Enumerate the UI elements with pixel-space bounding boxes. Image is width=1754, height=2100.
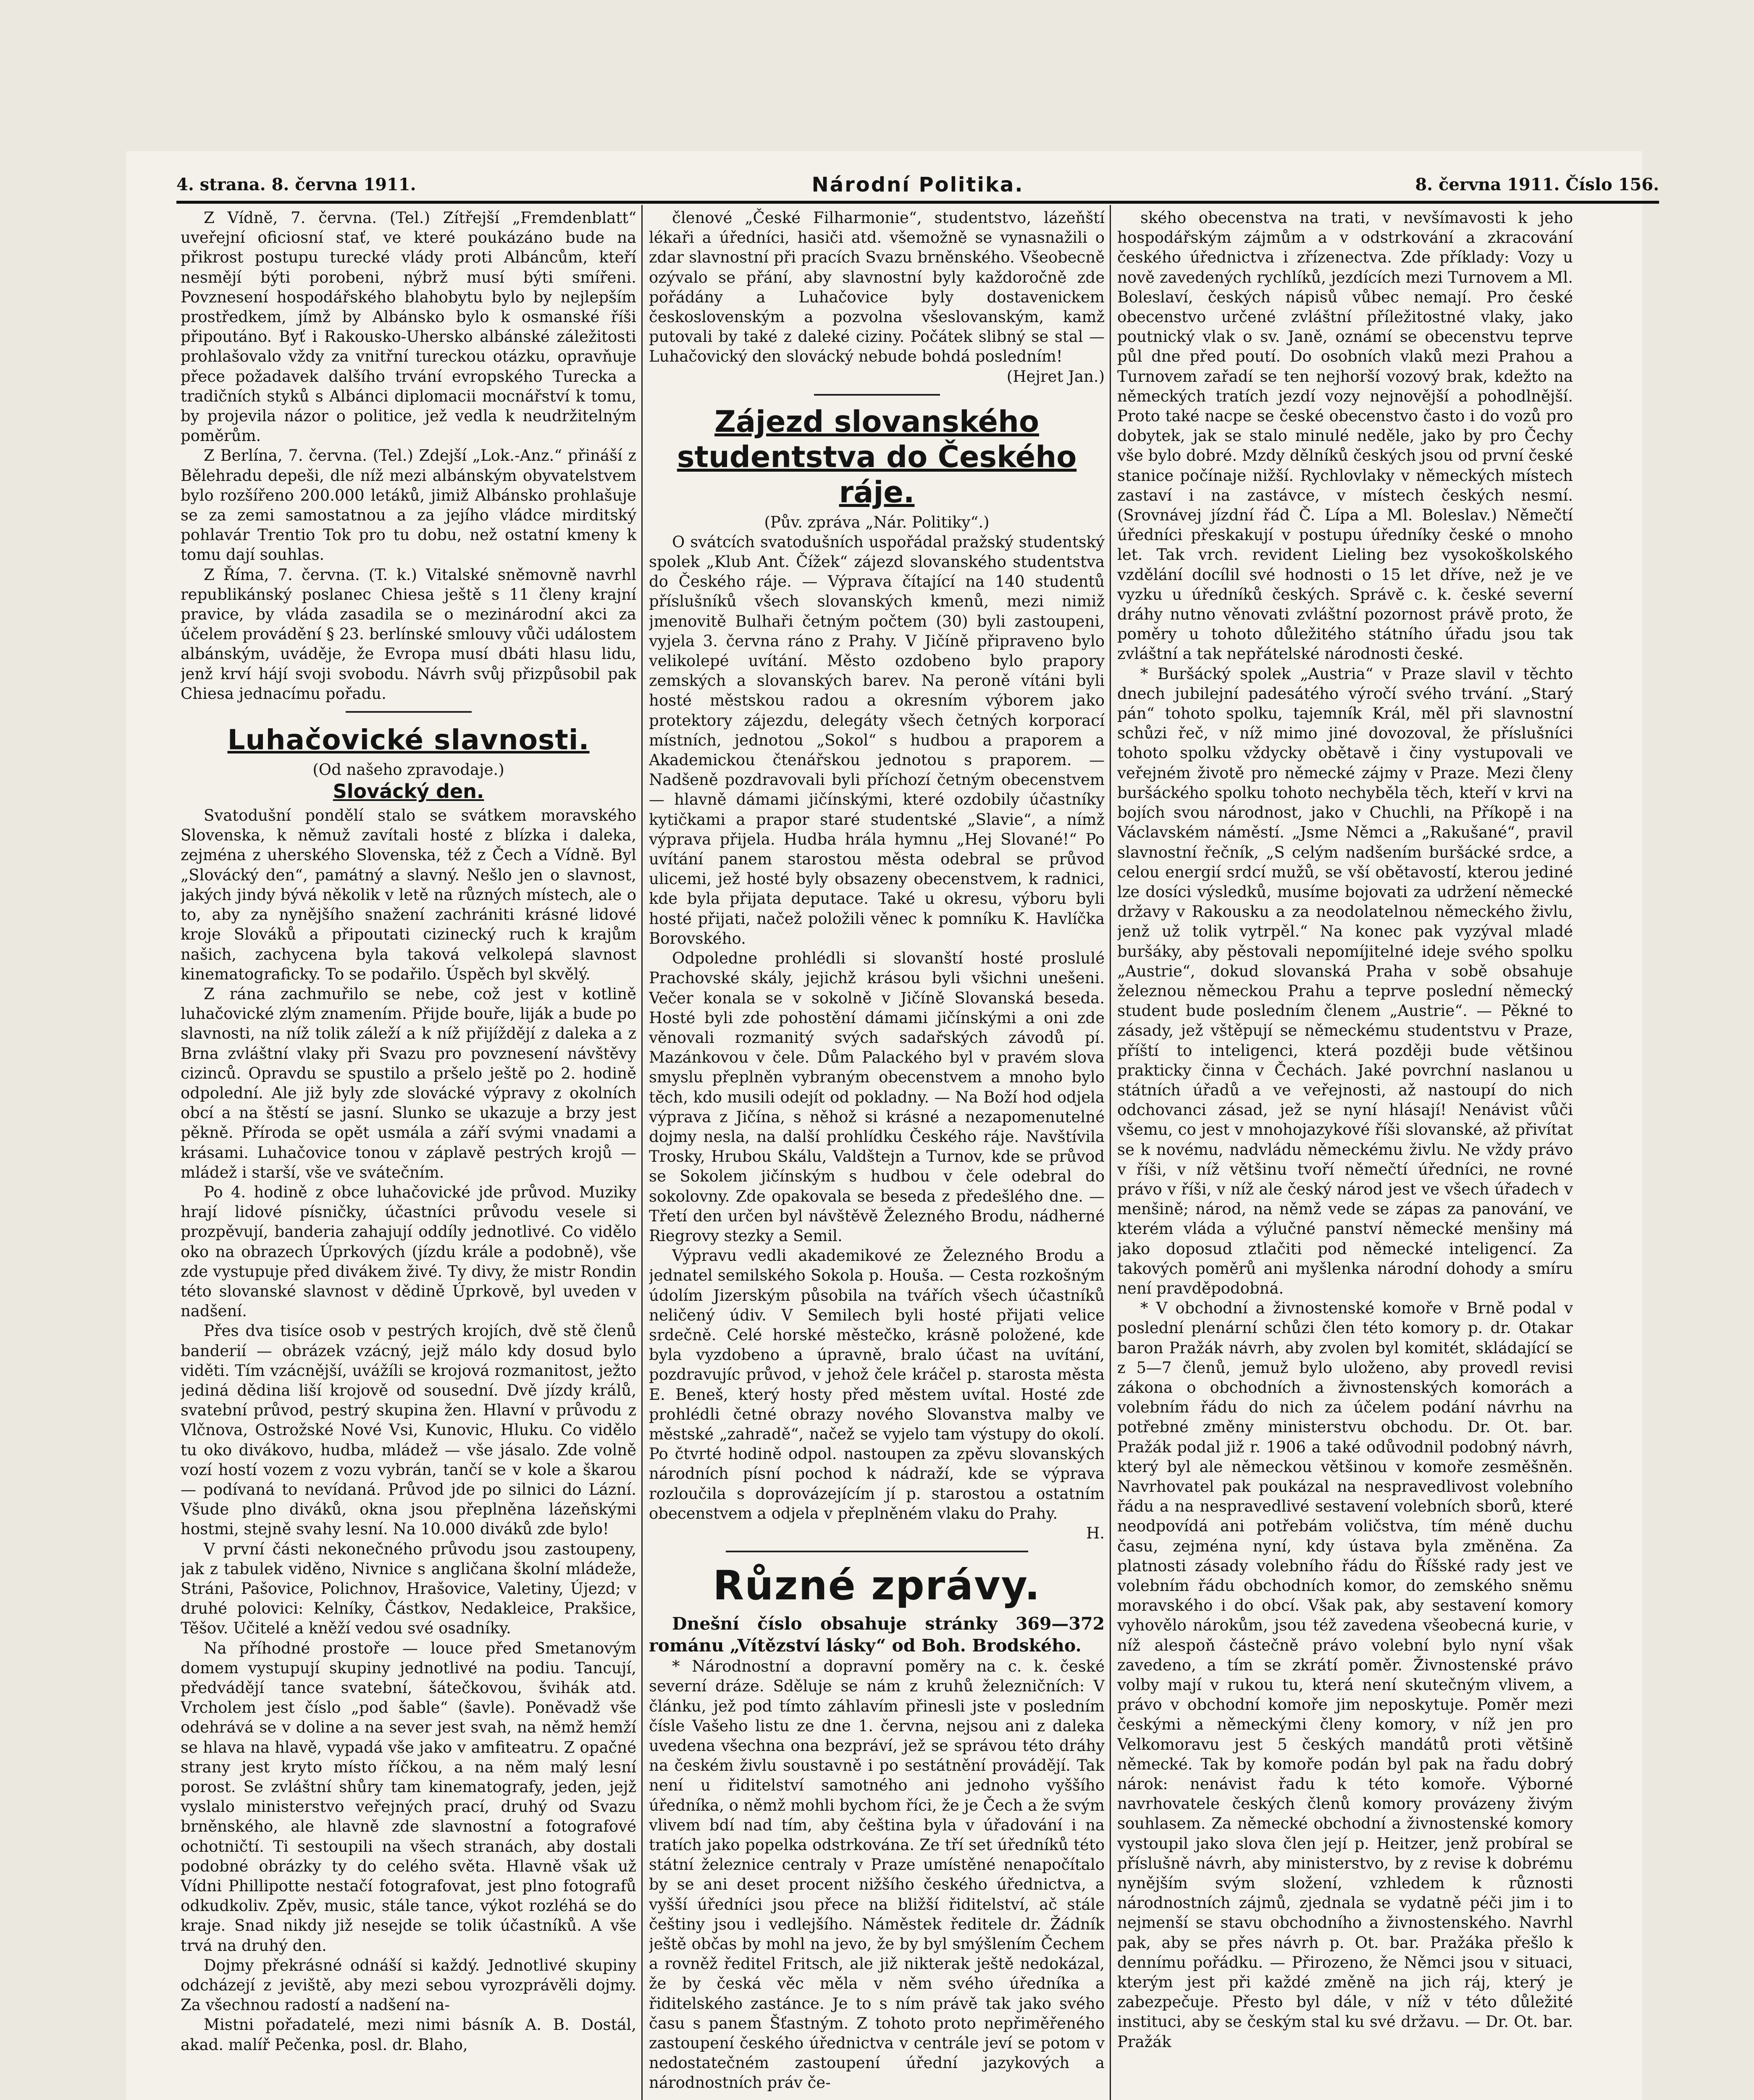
article-paragraph: Odpoledne prohlédli si slovanští hosté proslulé Prachovské skály, jejichž krásou byli všichni unešeni. Večer konala se v sokolně v Jičíně Slovanská beseda. Hosté byli zde pohostění dámami jičínskými a oni zde věnovali rozmanitý svých sadařských závodů pí. Mazánkovou v čele. Dům Palackého byl v pravém slova smyslu přeplněn vybraným obecenstvem a mnoho bylo těch, kdo musili odejít od pokladny. — Na Boží hod odjela výprava z Jičína, s něhož si krásné a nezapomenutelné dojmy nesla, na další prohlídku Českého ráje. Navštívila Trosky, Hrubou Skálu, Valdštejn a Turnov, kde se průvod se Sokolem jičínským s hudbou v čele odebral do sokolovny. Zde opakovala se beseda z předešlého dne. — Třetí den určen byl návštěvě Železného Brodu, nádherné Riegrovy stezky a Semil. bbox=[649, 949, 1105, 1245]
novel-notice: Dnešní číslo obsahuje stránky 369—372 románu „Vítězství lásky“ od Boh. Brodského. bbox=[649, 1614, 1105, 1656]
section-rule bbox=[726, 1551, 1028, 1552]
article-paragraph: Výpravu vedli akademikové ze Železného Brodu a jednatel semilského Sokola p. Houša. — Cesta rozkošným údolím Jizerským působila na tvářích všech účastníků neličený údiv. V Semilech byli hosté přijati velice srdečně. Celé horské městečko, krásně položené, kde byla vyzdobeno a úpravně, bralo účast na uvítání, pozdravujíc průvod, v jehož čele kráčel p. starosta města E. Beneš, který hosty před městem uvítal. Hosté zde prohlédli četné obrazy nového Slovanstva malby ve městské „zahradě“, načež se vyjelo tam výstupy do okolí. Po čtvrté hodině odpol. nastoupen za zpěvu slovanských národních písní pochod k nádraží, kde se výprava rozloučila s doprovázejícím jí p. starostou a ostatním obecenstvem a odjela v přeplněném vlaku do Prahy. bbox=[649, 1247, 1105, 1522]
article-signature: (Hejret Jan.) bbox=[1006, 367, 1105, 386]
article-paragraph: Svatodušní pondělí stalo se svátkem moravského Slovenska, k němuž zavítali hosté z blízka i daleka, zejména z uherského Slovenska, též z Čech a Vídně. Byl „Slovácký den“, památný a slavný. Nešlo jen o slavnost, jakých jindy bývá několik v letě na různých místech, ale o to, aby za nynějšího snažení zachrániti krásné lidové kroje Slováků a připoutati cizinecký ruch k krajům našich, zachycena byla taková velkolepá slavnost kinematograficky. To se podařilo. Úspěch byl skvělý. bbox=[181, 806, 636, 983]
news-paragraph: ského obecenstva na trati, v nevšímavosti k jeho hospodářským zájmům a v odstrkování a zkracování českého úřednictva i zřízenectva. Zde příklady: Vozy u nově zavedených rychlíků, jezdících mezi Turnovem a Ml. Boleslaví, českých nápisů vůbec nemají. Pro české obecenstvo určené zvláštní příležitostné vlaky, jako poutnický vlak o sv. Janě, oznámí se obecenstvu teprve půl dne před poutí. Do osobních vlaků mezi Prahou a Turnovem zařadí se ten nejhorší vozový brak, kdežto na německých tratích jezdí vozy nejnovější a pohodlnější. Proto také nacpe se české obecenstvo často i do vozů pro dobytek, jak se stalo minulé neděle, jako by pro Čechy vše bylo dobré. Mzdy dělníků českých jsou od první české stanice počínaje nižší. Rychlovlaky v německých místech zastaví i na zastávce, v místech českých nesmí. (Srovnávej jízdní řád Č. Lípa a Ml. Boleslav.) Němečtí úředníci přeskakují v postupu úředníky české o mnoho let. Tak vrch. revident Lieling bez vysokoškolského vzdělání docílil své hodnosti o 15 let dříve, než je ve vyzku u úředníků českých. Správě c. k. české severní dráhy nutno věnovati zvláštní pozornost právě proto, že poměry u tohoto důležitého státního úřadu jsou tak zvláštní a tak nepřátelské národnosti české. bbox=[1117, 209, 1573, 663]
news-paragraph: Z Vídně, 7. června. (Tel.) Zítřejší „Fremdenblatt“ uveřejní oficiosní stať, ve které poukázáno bude na přikrost postupu turecké vlády proti Albáncům, kteří nesmějí býti porobeni, nýbrž musí býti smířeni. Povznesení hospodářského blahobytu bylo by nejlepším prostředkem, jímž by Albánsko bylo k osmanské říši připoutáno. Byť i Rakousko-Uhersko albánské záležitosti prohlašovalo vždy za vnitřní tureckou otázku, opravňuje přece požadavek dalšího trvání evropského Turecka a tradičních styků s Albánci diplomacii mocnářství k tomu, by projevila názor o politice, jež vedla k neudržitelným poměrům. bbox=[181, 209, 636, 445]
article-paragraph: V první části nekonečného průvodu jsou zastoupeny, jak z tabulek viděno, Nivnice s angličana školní mládeže, Stráni, Pašovice, Polichnov, Hrašovice, Valetiny, Újezd; v druhé polovici: Kelníky, Částkov, Nedakleice, Prakšice, Těšov. Učitelé a kněží vedou své osadníky. bbox=[181, 1540, 636, 1638]
article-heading: Zájezd slovanského studentstva do Českého ráje. bbox=[677, 404, 1077, 509]
header-rule bbox=[176, 201, 1659, 204]
article-paragraph: Dojmy překrásné odnáší si každý. Jednotlivé skupiny odcházejí z jeviště, aby mezi sebou vyrozprávěli dojmy. Za všechnou radostí a nadšení na- bbox=[181, 1956, 636, 2014]
article-paragraph: Po 4. hodině z obce luhačovické jde průvod. Muziky hrají lidové písničky, účastníci průvodu vesele si prozpěvují, banderia zahajují oddíly jednotlivé. Co vidělo oko na obrazech Úprkových (jízdu krále a podobně), vše zde vystupuje před divákem živé. Ty divy, že mistr Rondin této slovanské slavnost v dědině Úprkově, byl uveden v nadšení. bbox=[181, 1183, 636, 1320]
news-paragraph: * Národnostní a dopravní poměry na c. k. české severní dráze. Sděluje se nám z kruhů železničních: V článku, jež pod tímto záhlavím přinesli jste v posledním čísle Vašeho listu ze dne 1. června, nejsou ani z daleka uvedena všechna ona bezpráví, jež se správou této dráhy na českém živlu soustavně i po sestátnění provádějí. Tak není u řiditelství samotného ani jednoho vyššího úředníka, o němž mohli bychom říci, že je Čech a že svým vlivem bdí nad tím, aby čeština byla v úřadování i na tratích jako popelka odstrkována. Ze tří set úředníků této státní železnice centraly v Praze umístěné nenapočítalo by se ani deset procent nižšího českého úřednictva, a vyšší úředníci jsou přece na bližší řiditelství, ač stále češtiny jsou i vedlejšího. Náměstek ředitele dr. Žádník ještě občas by mohl na jevo, že by byl smýšlením Čechem a rovněž ředitel Fritsch, ale již nikterak ještě nedokázal, že by česká věc měla v něm svého úředníka a řiditelského zastánce. Je to s ním právě tak jako svého času s panem Šťastným. Z tohoto proto nepřiměřeného zastoupení českého úřednictva v centrále jeví se potom v nedostatečném zastoupení úřední jazykových a národnostních práv če- bbox=[649, 1657, 1105, 2092]
article-byline: (Od našeho zpravodaje.) bbox=[312, 761, 504, 779]
header-issue-number: 8. června 1911. Číslo 156. bbox=[1415, 175, 1659, 194]
section-rule bbox=[814, 394, 940, 396]
section-heading: Různé zprávy. bbox=[713, 1562, 1041, 1609]
column-1 bbox=[181, 208, 636, 2100]
column-3 bbox=[1117, 208, 1573, 2100]
news-paragraph: * Buršácký spolek „Austria“ v Praze slavil v těchto dnech jubilejní padesátého výročí svého trvání. „Starý pán“ tohoto spolku, tajemník Král, měl při slavnostní schůzi řeč, v níž mimo jiné dovozoval, že příslušníci tohoto spolku vždycky obětavě i činy vystupovali ve veřejném životě pro německé zájmy v Praze. Mezi členy buršáckého spolku tohoto nechyběla těch, kteří v krvi na bojích svou národnost, jako v Chuchli, na Příkopě i na Václavském náměstí. „Jsme Němci a „Rakušané“, pravil slavnostní řečník, „S celým nadšením buršácké srdce, a celou energií srdcí mužů, se vší obětavostí, kterou jediné lze dosíci výsledků, musíme bojovati za udržení německé državy v Rakousku a za neodolatelnou německého živlu, jenž už tolik vytrpěl.“ Na konec pak vyzýval mladé buršáky, aby pěstovali nepomíjitelné ideje svého spolku „Austrie“, dokud slovanská Praha v sobě obsahuje železnou německou Prahu a teprve poslední německý student bude posledním členem „Austrie“. — Pěkné to zásady, jež vštěpují se německému studentstvu v Praze, příští to inteligenci, která později bude většinou prakticky činna v Čechách. Jaké povrchní naslanou u státních úřadů a ve veřejnosti, až nastoupí do nich odchovanci zásad, jež se nyní hlásají! Nenávist vůči všemu, co jest v mnohojazykové říši slovanské, až přivítat se k novému, nadvládu německému živlu. Ne vždy právo v říši, v níž většinu tvoří němečtí úředníci, ne rovné právo v říši, v níž ale český národ jest ve všech úřadech v menšině; národ, na němž vede se zápas za panování, ve kterém vláda a výlučné panství německé menšiny má jako doposud ztlačiti pod německé inteligencí. Za takových poměrů ani myšlenka národní dohody a smíru není pravděpodobná. bbox=[1117, 664, 1573, 1297]
news-paragraph: Z Berlína, 7. června. (Tel.) Zdejší „Lok.-Anz.“ přináší z Bělehradu depeši, dle níž mezi albánským obyvatelstvem bylo rozšířeno 200.000 letáků, jimiž Albánsko prohlašuje se za zemi samostatnou a za jejího vládce mirditský pohlavár Trentio Tok pro tu dobu, než ostatní kmeny k tomu dají souhlas. bbox=[181, 446, 636, 564]
column-divider bbox=[641, 205, 643, 2100]
page-header bbox=[176, 170, 1659, 200]
article-paragraph: Přes dva tisíce osob v pestrých krojích, dvě stě členů banderií — obrázek vzácný, jejž málo kdy dosud bylo viděti. Tím vzácnější, uvážíli se krojová rozmanitost, ježto jediná dědina liší krojově od sousední. Dvě jízdy králů, svatební průvod, pestrý skupina žen. Hlavní v průvodu z Vlčnova, Ostrožské Nové Vsi, Kunovic, Hluku. Co vidělo tu oko divákovo, hudba, mládež — vše jásalo. Zde volně vozí hostí vozem z vozu vybrán, tančí se v kole a škarou — podívaná to nevídaná. Průvod jde po silnici do Lázní. Všude plno diváků, okna jsou přeplněna lázeňskými hostmi, stejně svahy lesní. Na 10.000 diváků zde bylo! bbox=[181, 1322, 636, 1538]
article-byline: (Pův. zpráva „Nár. Politiky“.) bbox=[764, 513, 990, 531]
masthead-title: Národní Politika. bbox=[811, 173, 1024, 197]
article-subheading: Slovácký den. bbox=[333, 780, 484, 803]
column-divider bbox=[1110, 205, 1111, 2100]
article-paragraph: Mistni pořadatelé, mezi nimi básník A. B. Dostál, akad. malíř Pečenka, posl. dr. Blaho, bbox=[181, 2016, 636, 2054]
news-paragraph: Z Říma, 7. června. (T. k.) Vitalské sněmovně navrhl republikánský poslanec Chiesa ještě s 11 členy krajní pravice, by vláda zasadila se o mezinárodní akci za účelem provádění § 23. berlínské smlouvy vůči událostem albánským, uváděje, že Evropa musí dbáti hlasu lidu, jenž krví hájí svoji svobodu. Návrh svůj přizpůsobil pak Chiesa jednacímu pořadu. bbox=[181, 565, 636, 703]
article-heading: Luhačovické slavnosti. bbox=[227, 724, 590, 756]
article-paragraph: Na příhodné prostoře — louce před Smetanovým domem vystupují skupiny jednotlivé na podiu. Tancují, předvádějí tance svatební, šátečkovou, švihák atd. Vrcholem jest číslo „pod šable“ (šavle). Poněvadž vše odehrává se v doline a na sever jest svah, na němž hemží se hlava na hlavě, vypadá vše jako v amfiteatru. Z opačné strany jest kryto místo říčkou, a na něm malý lesní porost. Se zvláštní shůry tam kinematografy, jeden, jejž vyslalo ministerstvo veřejných prací, druhý od Svazu brněnského, ale hlavně zde slavnostní a fotografové ochotničtí. Ti sestoupili na všech stranách, aby dostali podobné obrázky ty do celého světa. Hlavně však už Vídni Phillipotte nestačí fotografovat, jest plno fotografů odkudkoliv. Zpěv, music, stále tance, výkot rozléhá se do kraje. Snad nikdy již nesejde se tolik účastníků. A vše trvá na druhý den. bbox=[181, 1639, 636, 1955]
header-page-date: 4. strana. 8. června 1911. bbox=[176, 175, 416, 194]
article-paragraph: Z rána zachmuřilo se nebe, což jest v kotlině luhačovické zlým znamením. Přijde bouře, liják a bude po slavnosti, na níž tolik záleží a k níž přijíždějí z daleka a z Brna zvláštní vlaky při Svazu pro povznesení návštěvy cizinců. Opravdu se spustilo a pršelo ještě po 2. hodině odpolední. Ale již byly zde slovácké výpravy z okolních obcí a na štěstí se jasní. Slunko se ukazuje a brzy jest pěkně. Příroda se opět usmála a září svými vnadami a krásami. Luhačovice tonou v záplavě pestrých krojů — mládež i starší, vše ve svátečním. bbox=[181, 984, 636, 1181]
section-rule bbox=[346, 711, 472, 713]
article-signature: H. bbox=[1086, 1524, 1105, 1542]
column-2 bbox=[649, 208, 1105, 2100]
article-paragraph: členové „České Filharmonie“, studentstvo, lázeňští lékaři a úředníci, hasiči atd. všemožně se vynasnažili o zdar slavnostní při pracích Svazu brněnského. Všeobecně ozývalo se přání, aby slavnostní byly každoročně zde pořádány a Luhačovice byly dostavenickem československým a pozvolna všeslovanským, kamž putovali by také z daleké ciziny. Počátek slibný se stal — Luhačovický den slovácký nebude bohdá posledním! bbox=[649, 209, 1105, 366]
article-paragraph: O svátcích svatodušních uspořádal pražský studentský spolek „Klub Ant. Čížek“ zájezd slovanského studentstva do Českého ráje. — Výprava čítající na 140 studentů příslušníků všech slovanských kmenů, mezi nimiž jmenovitě Bulhaři četným počtem (30) byli zastoupeni, vyjela 3. června ráno z Prahy. V Jičíně připraveno bylo velikolepé uvítání. Město ozdobeno bylo prapory zemských a slovanských barev. Na peroně vítáni byli hosté městskou radou a okresním výborem jako protektory zájezdu, delegáty všech četných korporací místních, jednotou „Sokol“ s hudbou a praporem a Akademickou čtenářskou jednotou s praporem. — Nadšeně pozdravovali byli příchozí četným obecenstvem — hlavně dámami jičínskými, které ozdobily účastníky kytičkami a prapor staré studentské „Slavie“, a nímž výprava přijela. Hudba hrála hymnu „Hej Slované!“ Po uvítání panem starostou města odebral se průvod ulicemi, jež hosté byly obsazeny obecenstvem, k radnici, kde byla přijata deputace. Také u okresu, výboru byli hosté přijati, načež položili věnec k pomníku K. Havlíčka Borovského. bbox=[649, 533, 1105, 948]
news-paragraph: * V obchodní a živnostenské komoře v Brně podal v poslední plenární schůzi člen této komory p. dr. Otakar baron Pražák návrh, aby zvolen byl komitét, skládající se z 5—7 členů, jemuž bylo uloženo, aby provedl revisi zákona o obchodních a živnostenských komorách a volebním řádu do nich za účelem podání návrhu na potřebné změny ministerstvu obchodu. Dr. Ot. bar. Pražák podal již r. 1906 a také odůvodnil podobný návrh, který byl ale německou většinou v komoře zesměšněn. Navrhovatel pak poukázal na nespravedlivost volebního řádu a na nespravedlivé sestavení volebních sborů, které neodpovídá ani potřebám voličstva, tím méně duchu času, zejména nyní, kdy ústava byla změněna. Za platnosti zásady volebního řádu do Říšské rady jest ve volebním řádu obchodních komor, do zemského sněmu moravského i do obcí. Však pak, aby sestavení komory vyhovělo nárokům, jsou též zavedena všeobecná kurie, v níž alespoň částečně právo volební bylo nyní však zavedeno, a tím se zkrátí poměr. Živnostenské právo volby mají v rukou tu, která není skutečným vlivem, a právo v obchodní komoře jim neposkytuje. Poměr mezi českými a německými členy komory, v níž jen pro Velkomoravu jest 5 českých mandátů proti většině německé. Tak by komoře podán byl pak na řadu dobrý nárok: nenávist řadu k této komoře. Výborné navrhovatele českých členů komory provázeny živým souhlasem. Za německé obchodní a živnostenské komory vystoupil jako slova člen její p. Heitzer, jenž probíral se příslušně návrh, aby ministerstvo, by z revise k dobrému nynějším svým složení, vzhledem k různosti národnostních zájmů, zjednala se vydatně péči jim i to nejmenší se stavu obchodního a živnostenského. Navrhl pak, aby se přes návrh p. Ot. bar. Pražáka přešlo k dennímu pořádku. — Přirozeno, že Němci jsou v situaci, kterým jest při každé změně na jich ráj, který je zabezpečuje. Přesto byl dále, v níž v této důležité instituci, aby se českým stal ku své državu. — Dr. Ot. bar. Pražák bbox=[1117, 1299, 1573, 2051]
